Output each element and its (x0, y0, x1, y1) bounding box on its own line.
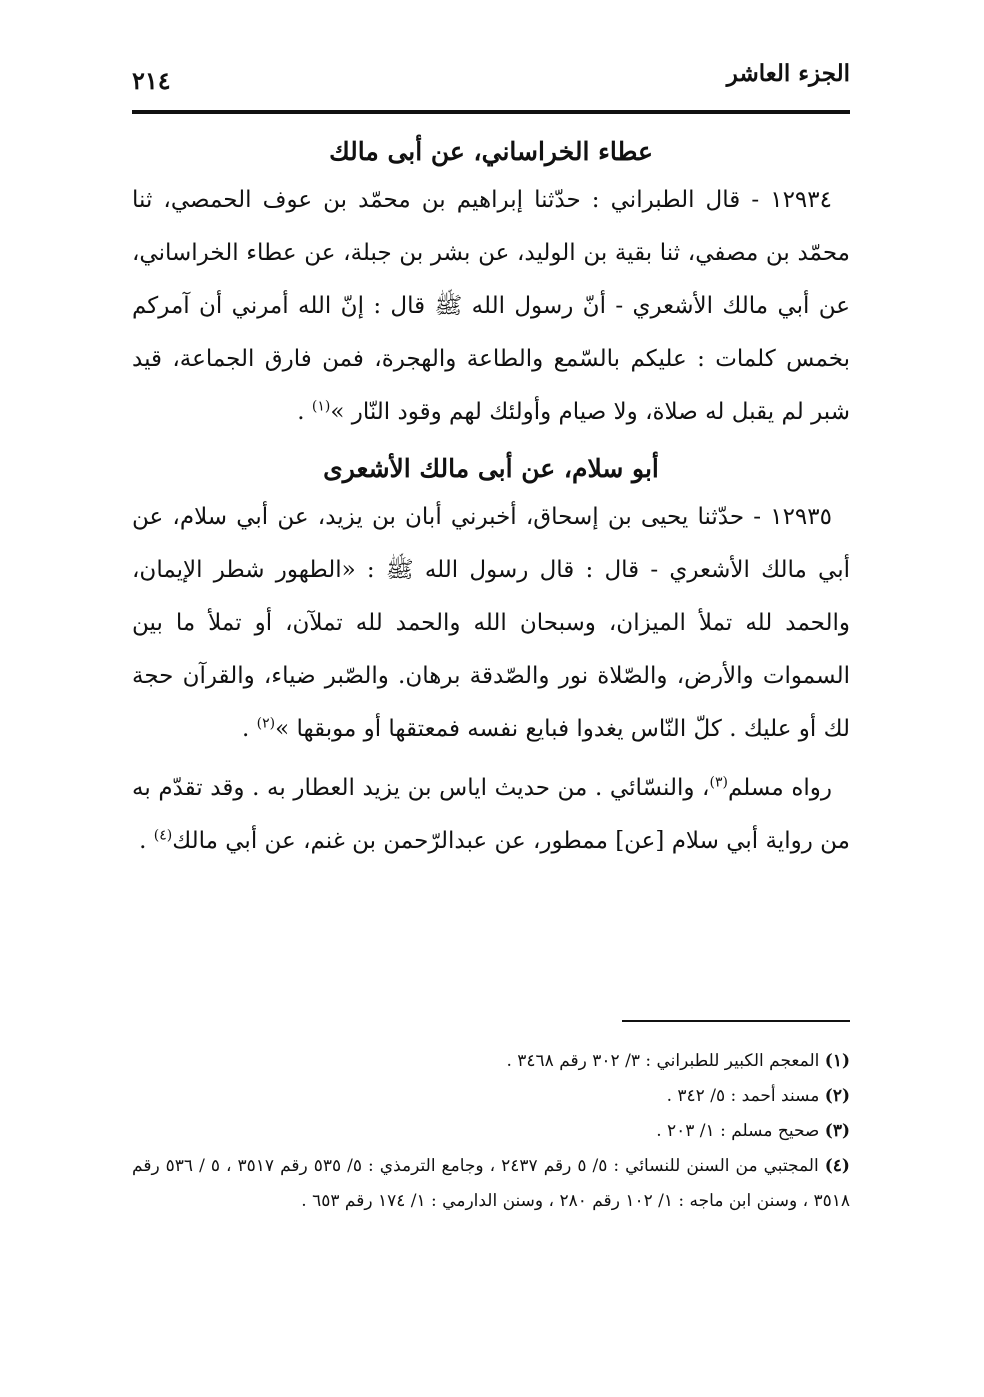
footnote-text: صحيح مسلم : ١/ ٢٠٣ . (656, 1121, 825, 1141)
header-rule (132, 110, 850, 114)
closing-paragraph (132, 762, 850, 868)
footnote-ref: (١) (311, 398, 331, 415)
hadith-text: ١٢٩٣٤ - قال الطبراني : حدّثنا إبراهيم بن محمّد بن عوف الحمصي، ثنا محمّد بن مصفي، ثنا بقية بن الوليد، عن بشر بن جبلة، عن عطاء الخراساني، عن أبي مالك الأشعري - أنّ رسول الله ﷺ قال : إنّ الله أمرني أن آمركم بخمس كلمات : عليكم بالسّمع والطاعة والهجرة، فمن فارق الجماعة، قيد شبر لم يقبل له صلاة، ولا صيام وأولئك لهم وقود النّار » (132, 187, 850, 425)
closing-text-2: ، والنسّائي . من حديث اياس بن يزيد العطار به . وقد تقدّم به من رواية أبي سلام [عن] ممطور، عن عبدالرّحمن بن غنم، عن أبي مالك (132, 775, 850, 854)
footnote-ref: (٣) (709, 774, 728, 791)
footnote-ref: (٢) (256, 715, 276, 732)
main-text (132, 128, 850, 868)
hadith-paragraph (132, 491, 850, 756)
footnote-text: المجتبي من السنن للنسائي : ٥/ ٥ رقم ٢٤٣٧ ، وجامع الترمذي : ٥/ ٥٣٥ رقم ٣٥١٧ ، ٥ / ٥٣٦ رقم ٣٥١٨ ، وسنن ابن ماجه : ١/ ١٠٢ رقم ٢٨٠ ، وسنن الدارمي : ١/ ١٧٤ رقم ٦٥٣ . (132, 1156, 850, 1211)
closing-text-1: رواه مسلم (727, 775, 832, 801)
hadith-tail: . (241, 716, 257, 742)
footnote-item (132, 1079, 850, 1114)
hadith-paragraph (132, 174, 850, 439)
footnote-ref: (٤) (153, 827, 173, 844)
volume-title: الجزء العاشر (726, 60, 850, 87)
footnote-item (132, 1044, 850, 1079)
footnote-text: مسند أحمد : ٥/ ٣٤٢ . (666, 1086, 825, 1106)
hadith-text: ١٢٩٣٥ - حدّثنا يحيى بن إسحاق، أخبرني أبان بن يزيد، عن أبي سلام، عن أبي مالك الأشعري - قال : قال رسول الله ﷺ : «الطهور شطر الإيمان، والحمد لله تملأ الميزان، وسبحان الله والحمد لله تملآن، أو تملأ ما بين السموات والأرض، والصّلاة نور والصّدقة برهان. والصّبر ضياء، والقرآن حجة لك أو عليك . كلّ النّاس يغدوا فبايع نفسه فمعتقها أو موبقها » (132, 504, 850, 742)
footnote-number: (٤) (824, 1156, 850, 1176)
page-header (132, 56, 850, 112)
closing-tail: . (139, 828, 154, 854)
footnote-item (132, 1114, 850, 1149)
section-title: أبو سلام، عن أبى مالك الأشعرى (323, 454, 659, 483)
footnote-text: المعجم الكبير للطبراني : ٣/ ٣٠٢ رقم ٣٤٦٨ . (506, 1051, 825, 1071)
footnote-item (132, 1149, 850, 1219)
footnote-number: (١) (824, 1051, 850, 1071)
footnote-number: (٢) (824, 1086, 850, 1106)
footnotes (132, 1044, 850, 1219)
footnote-rule (622, 1020, 850, 1022)
hadith-tail: . (297, 399, 312, 425)
footnote-number: (٣) (824, 1121, 850, 1141)
page-number: ٢١٤ (132, 66, 171, 95)
section-title: عطاء الخراساني، عن أبى مالك (329, 137, 653, 166)
